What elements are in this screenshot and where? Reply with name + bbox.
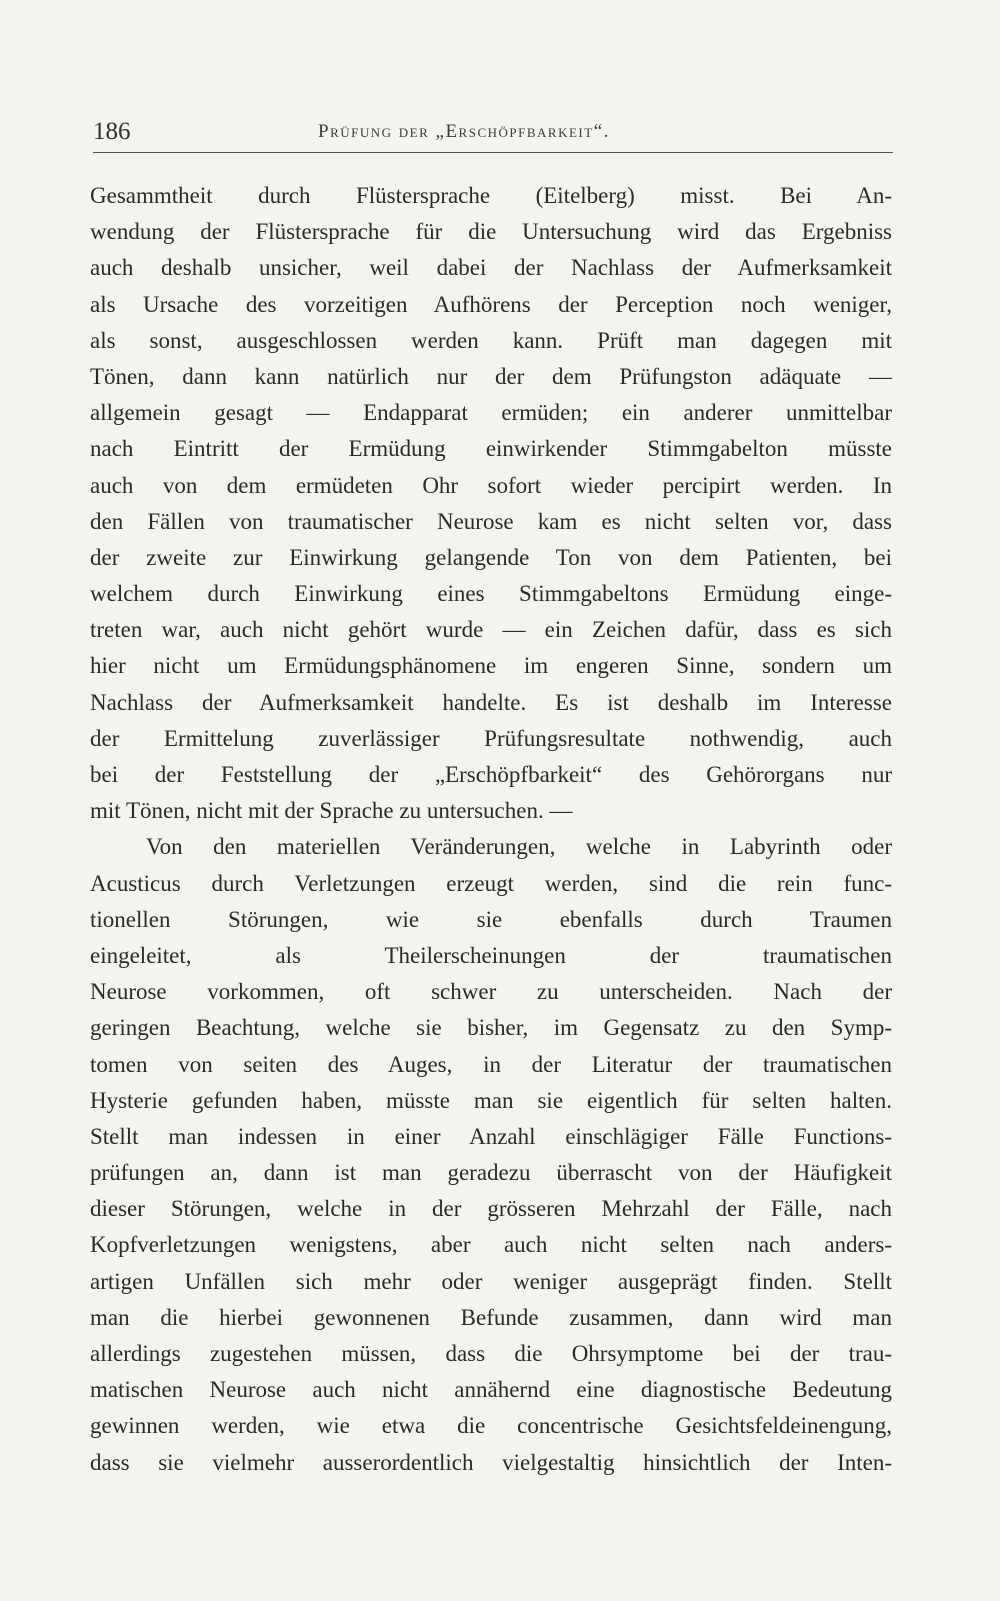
text-line: nach Eintritt der Ermüdung einwirkender Stimmgabelton müsste [90, 436, 892, 462]
text-line: Gesammtheit durch Flüstersprache (Eitelberg) misst. Bei An- [90, 183, 892, 208]
text-line: matischen Neurose auch nicht annähernd eine diagnostische Bedeutung [90, 1377, 892, 1403]
text-line: wendung der Flüstersprache für die Untersuchung wird das Ergebniss [90, 219, 892, 245]
text-line: als sonst, ausgeschlossen werden kann. Prüft man dagegen mit [90, 327, 892, 353]
text-line: Stellt man indessen in einer Anzahl einschlägiger Fälle Functions- [90, 1123, 892, 1149]
text-line: dass sie vielmehr ausserordentlich vielgestaltig hinsichtlich der Inten- [90, 1449, 892, 1475]
text-line: den Fällen von traumatischer Neurose kam es nicht selten vor, dass [90, 508, 892, 534]
text-line: Tönen, dann kann natürlich nur der dem Prüfungston adäquate — [90, 363, 892, 389]
text-line: welchem durch Einwirkung eines Stimmgabeltons Ermüdung einge- [90, 581, 892, 607]
text-line: tionellen Störungen, wie sie ebenfalls durch Traumen [90, 906, 892, 932]
text-line: Von den materiellen Veränderungen, welche in Labyrinth oder [146, 834, 892, 860]
text-line: Nachlass der Aufmerksamkeit handelte. Es ist deshalb im Interesse [90, 689, 892, 715]
text-line: allerdings zugestehen müssen, dass die Ohrsymptome bei der trau- [90, 1341, 892, 1366]
page-header [93, 118, 893, 153]
text-line: hier nicht um Ermüdungsphänomene im engeren Sinne, sondern um [90, 653, 892, 679]
text-line: Acusticus durch Verletzungen erzeugt werden, sind die rein func- [90, 870, 892, 896]
text-line: tomen von seiten des Auges, in der Literatur der traumatischen [90, 1051, 892, 1077]
text-line: treten war, auch nicht gehört wurde — ein Zeichen dafür, dass es sich [90, 617, 892, 643]
text-line: auch deshalb unsicher, weil dabei der Nachlass der Aufmerksamkeit [90, 255, 892, 281]
text-line: Hysterie gefunden haben, müsste man sie eigentlich für selten halten. [90, 1087, 892, 1113]
body-text [90, 178, 892, 1481]
text-line: allgemein gesagt — Endapparat ermüden; ein anderer unmittelbar [90, 400, 892, 426]
text-line: Neurose vorkommen, oft schwer zu unterscheiden. Nach der [90, 979, 892, 1005]
text-line: artigen Unfällen sich mehr oder weniger ausgeprägt finden. Stellt [90, 1268, 892, 1294]
text-line: eingeleitet, als Theilerscheinungen der traumatischen [90, 942, 892, 968]
text-line: dieser Störungen, welche in der grösseren Mehrzahl der Fälle, nach [90, 1196, 892, 1222]
text-line: der zweite zur Einwirkung gelangende Ton von dem Patienten, bei [90, 544, 892, 570]
running-head: Prüfung der „Erschöpfbarkeit“. [318, 121, 610, 142]
text-line: bei der Feststellung der „Erschöpfbarkeit“ des Gehörorgans nur [90, 762, 892, 787]
text-line: mit Tönen, nicht mit der Sprache zu untersuchen. — [90, 798, 573, 824]
text-line: Kopfverletzungen wenigstens, aber auch nicht selten nach anders- [90, 1232, 892, 1258]
text-line: man die hierbei gewonnenen Befunde zusammen, dann wird man [90, 1304, 892, 1330]
text-line: auch von dem ermüdeten Ohr sofort wieder percipirt werden. In [90, 472, 892, 498]
text-line: gewinnen werden, wie etwa die concentrische Gesichtsfeldeinengung, [90, 1413, 892, 1439]
page-number: 186 [93, 118, 131, 145]
text-line: geringen Beachtung, welche sie bisher, im Gegensatz zu den Symp- [90, 1015, 892, 1041]
text-line: der Ermittelung zuverlässiger Prüfungsresultate nothwendig, auch [90, 725, 892, 751]
text-line: prüfungen an, dann ist man geradezu überrascht von der Häufigkeit [90, 1160, 892, 1186]
text-line: als Ursache des vorzeitigen Aufhörens der Perception noch weniger, [90, 291, 892, 317]
